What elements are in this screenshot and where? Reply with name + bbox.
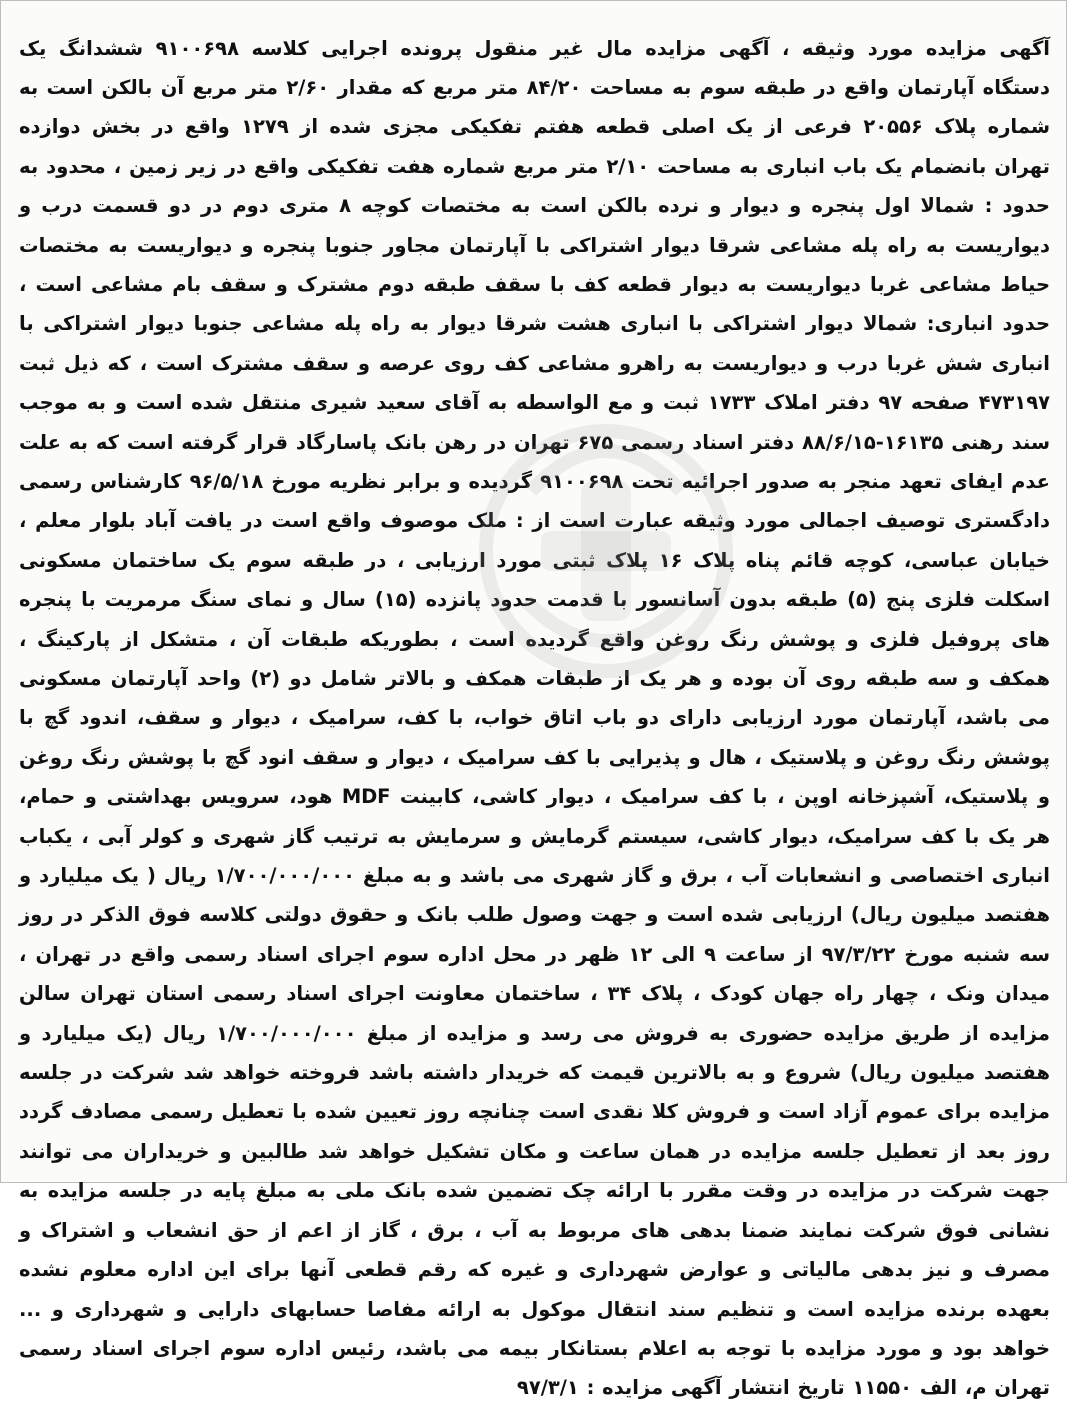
auction-notice-text: آگهی مزایده مورد وثیقه ، آگهی مزایده مال غیر منقول پرونده اجرایی کلاسه ۹۱۰۰۶۹۸ ششدانگ یک دستگاه آپارتمان واقع در طبقه سوم به مساحت ۸۴/۲۰ متر مربع که مقدار ۲/۶۰ متر مربع آن بالکن است به شماره پلاک ۲۰۵۵۶ فرعی از یک اصلی قطعه هفتم تفکیکی مجزی شده از ۱۲۷۹ واقع در بخش دوازده تهران بانضمام یک باب انباری به مساحت ۲/۱۰ متر مربع شماره هفت تفکیکی واقع در زیر زمین ، محدود به حدود : شمالا اول پنجره و دیوار و نرده بالکن است به مختصات کوچه ۸ متری دوم در دو قسمت درب و دیواریست به راه پله مشاعی شرقا دیوار اشتراکی با آپارتمان مجاور جنوبا پنجره و دیواریست به مختصات حیاط مشاعی غربا دیواریست به دیوار قطعه کف با سقف طبقه دوم مشترک و سقف بام مشاعی است ، حدود انباری: شمالا دیوار اشتراکی با انباری هشت شرقا دیوار به راه پله مشاعی جنوبا دیوار اشتراکی با انباری شش غربا درب و دیواریست به راهرو مشاعی کف روی عرصه و سقف مشترک است ، که ذیل ثبت ۴۷۳۱۹۷ صفحه ۹۷ دفتر املاک ۱۷۳۳ ثبت و مع الواسطه به آقای سعید شیری منتقل شده است و به موجب سند رهنی ۱۶۱۳۵-۸۸/۶/۱۵ دفتر اسناد رسمی ۶۷۵ تهران در رهن بانک پاسارگاد قرار گرفته است که به علت عدم ایفای تعهد منجر به صدور اجرائیه تحت ۹۱۰۰۶۹۸ گردیده و برابر نظریه مورخ ۹۶/۵/۱۸ کارشناس رسمی دادگستری توصیف اجمالی مورد وثیقه عبارت است از : ملک موصوف واقع است در یافت آباد بلوار معلم ، خیابان عباسی، کوچه قائم پناه پلاک ۱۶ پلاک ثبتی مورد ارزیابی ، در طبقه سوم یک ساختمان مسکونی اسکلت فلزی پنج (۵) طبقه بدون آسانسور با قدمت حدود پانزده (۱۵) سال و نمای سنگ مرمریت با پنجره های پروفیل فلزی و پوشش رنگ روغن واقع گردیده است ، بطوریکه طبقات آن ، متشکل از پارکینگ ، همکف و سه طبقه روی آن بوده و هر یک از طبقات همکف و بالاتر شامل دو (۲) واحد آپارتمان مسکونی می باشد، آپارتمان مورد ارزیابی دارای دو باب اتاق خواب، با کف، سرامیک ، دیوار و سقف، اندود گچ با پوشش رنگ روغن و پلاستیک ، هال و پذیرایی با کف سرامیک ، دیوار و سقف انود گچ با پوشش رنگ روغن و پلاستیک، آشپزخانه اوپن ، با کف سرامیک ، دیوار کاشی، کابینت MDF هود، سرویس بهداشتی و حمام، هر یک با کف سرامیک، دیوار کاشی، سیستم گرمایش و سرمایش به ترتیب گاز شهری و کولر آبی ، یکباب انباری اختصاصی و انشعابات آب ، برق و گاز شهری می باشد و به مبلغ ۱/۷۰۰/۰۰۰/۰۰۰ ریال ( یک میلیارد و هفتصد میلیون ریال) ارزیابی شده است و جهت وصول طلب بانک و حقوق دولتی کلاسه فوق الذکر در روز سه شنبه مورخ ۹۷/۳/۲۲ از ساعت ۹ الی ۱۲ ظهر در محل اداره سوم اجرای اسناد رسمی واقع در تهران ، میدان ونک ، چهار راه جهان کودک ، پلاک ۳۴ ، ساختمان معاونت اجرای اسناد رسمی استان تهران سالن مزایده از طریق مزایده حضوری به فروش می رسد و مزایده از مبلغ ۱/۷۰۰/۰۰۰/۰۰۰ ریال (یک میلیارد و هفتصد میلیون ریال) شروع و به بالاترین قیمت که خریدار داشته باشد فروخته خواهد شد شرکت در جلسه مزایده برای عموم آزاد است و فروش کلا نقدی است چنانچه روز تعیین شده با تعطیل رسمی مصادف گردد روز بعد از تعطیل جلسه مزایده در همان ساعت و مکان تشکیل خواهد شد طالبین و خریداران می توانند جهت شرکت در مزایده در وقت مقرر با ارائه چک تضمین شده بانک ملی به مبلغ پایه در جلسه مزایده به نشانی فوق شرکت نمایند ضمنا بدهی های مربوط به آب ، برق ، گاز از اعم از حق انشعاب و اشتراک و مصرف و نیز بدهی مالیاتی و عوارض شهرداری و غیره که رقم قطعی آنها برای این اداره معلوم نشده بعهده برنده مزایده است و تنظیم سند انتقال موکول به ارائه مفاصا حسابهای دارایی و شهرداری و ... خواهد بود و مورد مزایده با توجه به اعلام بستانکار بیمه می باشد، رئیس اداره سوم اجرای اسناد رسمی تهران م، الف ۱۱۵۵۰ تاریخ انتشار آگهی مزایده : ۹۷/۳/۱ xyxy=(19,36,1051,1400)
